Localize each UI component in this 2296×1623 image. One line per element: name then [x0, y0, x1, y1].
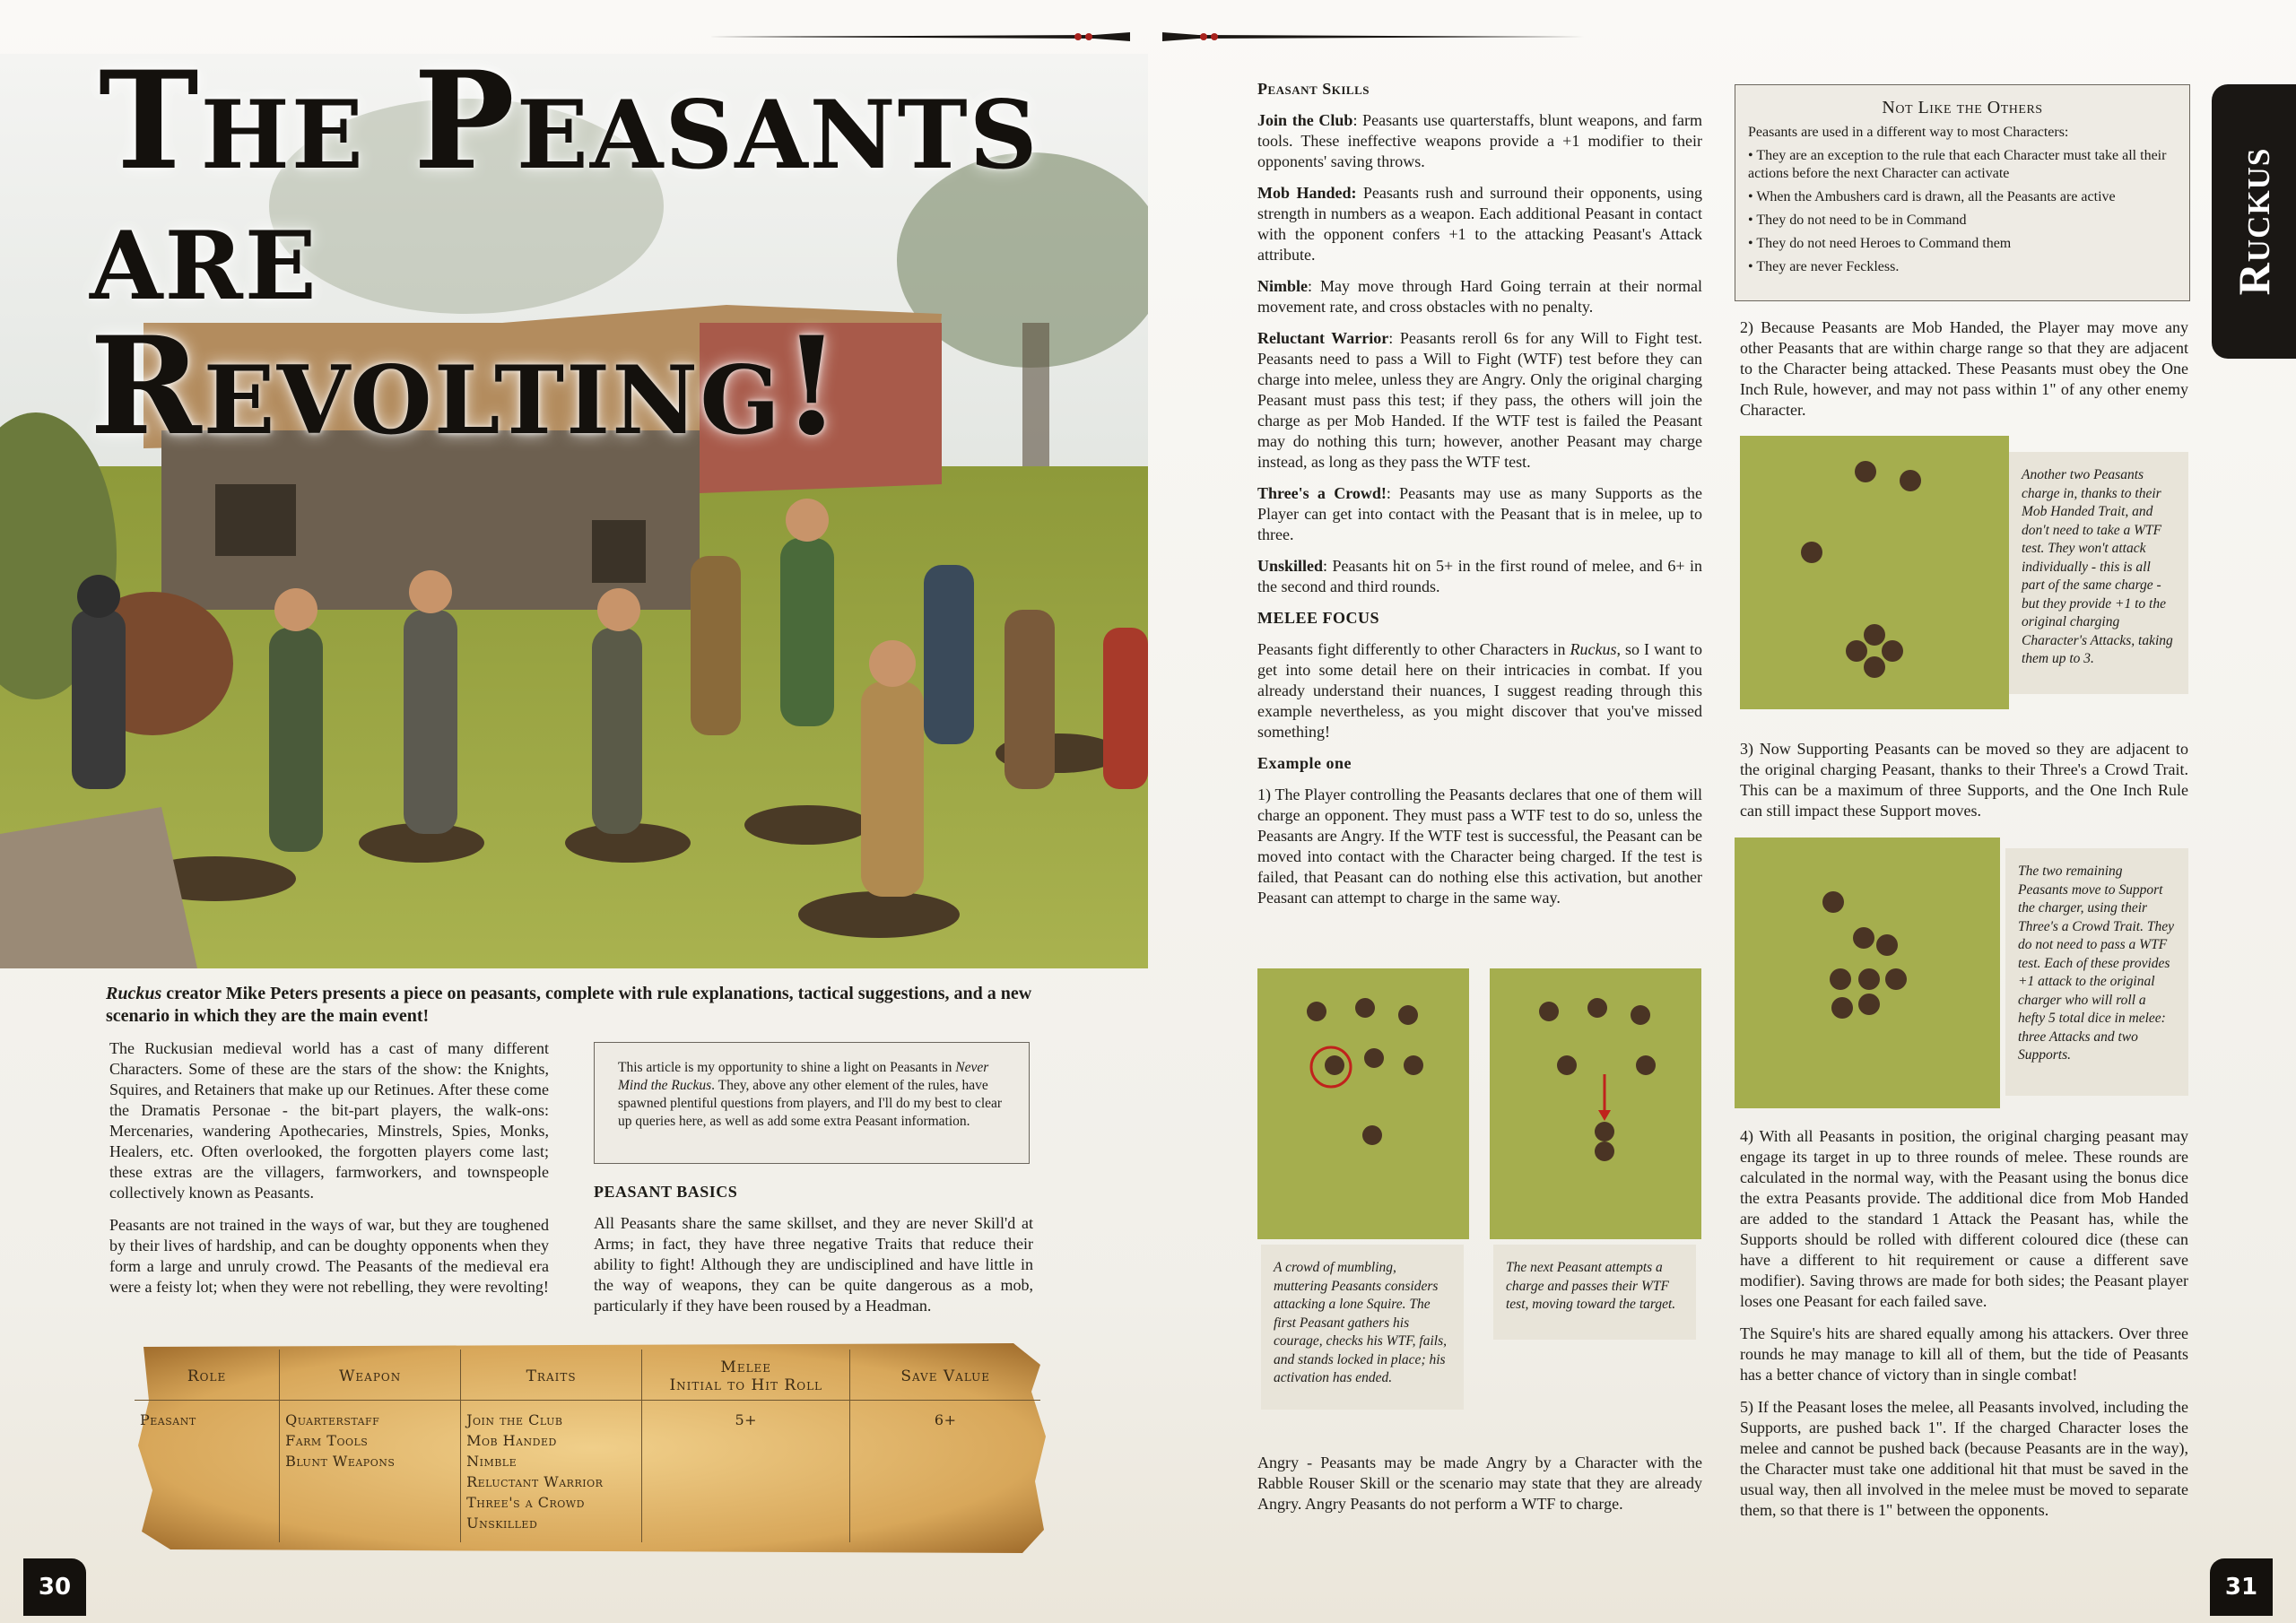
cell-save: 6+ — [934, 1411, 957, 1428]
melee-focus-text — [1257, 639, 1702, 742]
example-steps-column — [1740, 317, 2188, 432]
trait-4: Reluctant Warrior — [466, 1473, 604, 1490]
title-line-2: are Revolting! — [90, 173, 843, 465]
example-steps-lower — [1740, 1126, 2188, 1521]
header-role: Role — [135, 1350, 280, 1401]
page-number-right: 31 — [2210, 1558, 2273, 1616]
peasant-basics-text: All Peasants share the same skillset, and they are never Skill'd at Arms; in fact, they have three negative Traits that reduce their ability to fight! Although they are undisciplined and have little in the way of weapons, they can be quite dangerous as a mob, particularly if they have been roused by a Headman. — [594, 1214, 1033, 1315]
figure-3-photo — [1740, 436, 2009, 709]
box-item-4: • They do not need Heroes to Command them — [1748, 236, 2012, 251]
table-row — [135, 1401, 1040, 1543]
weapon-3: Blunt Weapons — [285, 1453, 396, 1470]
trait-2: Mob Handed — [466, 1432, 557, 1449]
example-step-2: 2) Because Peasants are Mob Handed, the Player may move any other Peasants that are within charge range so that they are adjacent to the Character being attacked. These Peasants must obey the One Inch Rule, however, and may not pass within 1" of any other enemy Character. — [1740, 318, 2188, 419]
skill-name: Three's a Crowd! — [1257, 484, 1387, 502]
header-melee — [642, 1350, 850, 1401]
peasant-skills-heading: Peasant Skills — [1257, 80, 1370, 98]
melee-text-ruckus: Ruckus — [1570, 640, 1617, 658]
figure-1-caption: A crowd of mumbling, muttering Peasants considers attacking a lone Squire. The first Peasant gathers his courage, checks his WTF, fails, and stands locked in place; his activation has ended. — [1261, 1245, 1464, 1410]
header-traits: Traits — [461, 1350, 642, 1401]
melee-focus-heading: MELEE FOCUS — [1257, 609, 1380, 627]
author-sidebar-box — [594, 1042, 1030, 1164]
example-step-3: 3) Now Supporting Peasants can be moved so they are adjacent to the original charging Peasant, thanks to their Three's a Crowd Trait. This can be a maximum of three Supports, and the One Inch Rule can still impact these Support moves. — [1740, 740, 2188, 820]
header-ornament-left — [709, 32, 1130, 38]
title-line-1: The Peasants — [99, 42, 1039, 200]
figure-1-photo — [1257, 968, 1469, 1239]
cell-weapons — [280, 1401, 461, 1543]
weapon-2: Farm Tools — [285, 1432, 369, 1449]
peasant-skills-column — [1257, 79, 1702, 919]
figure-4-photo — [1735, 838, 2000, 1108]
sidebar-book-title: Never Mind the Ruckus — [618, 1060, 989, 1093]
box-item-2: • When the Ambushers card is drawn, all the Peasants are active — [1748, 189, 2116, 204]
skill-text: : Peasants use quarterstaffs, blunt weapons, and farm tools. These ineffective weapons provide a +1 modifier to their opponents' saving throws. — [1257, 111, 1702, 170]
cell-melee: 5+ — [642, 1401, 850, 1543]
angry-note: Angry - Peasants may be made Angry by a Character with the Rabble Rouser Skill or the scenario may state that they are already Angry. Angry Peasants do not perform a WTF to charge. — [1257, 1454, 1702, 1513]
skill-name: Unskilled — [1257, 557, 1324, 575]
figure-4-caption: The two remaining Peasants move to Support the charger, using their Three's a Crowd Trait. They do not need to pass a WTF test. Each of these provides +1 attack to the original charger who will roll a hefty 5 total dice in melee: three Attacks and two Supports. — [2005, 848, 2188, 1096]
cell-role: Peasant — [135, 1401, 280, 1543]
article-title — [90, 42, 1067, 465]
article-lede — [106, 983, 1039, 1028]
box-item-1: • They are an exception to the rule that each Character must take all their actions before the next Character can activate — [1748, 148, 2167, 181]
example-step-5: 5) If the Peasant loses the melee, all Peasants involved, including the Supports, are pushed back 1". If the charged Character loses the melee and cannot be pushed back (because Peasants are in the way), the Character must take one additional hit that must be saved in the usual way, then all involved in the melee must be moved to separate them, so that there is 1" between the opponents. — [1740, 1398, 2188, 1519]
peasant-stat-table — [135, 1350, 1040, 1542]
box-item-5: • They are never Feckless. — [1748, 259, 1900, 274]
not-like-the-others-box — [1735, 84, 2190, 301]
skill-text: Peasants rush and surround their opponents, using strength in numbers as a weapon. Each additional Peasant in contact with the opponent confers +1 to the attacking Peasant's Attack attribute. — [1257, 184, 1702, 264]
intro-column — [109, 1038, 549, 1309]
skill-name: Join the Club — [1257, 111, 1353, 129]
intro-paragraph-1: The Ruckusian medieval world has a cast of many different Characters. Some of these are the stars of the show: the Knights, Squires, and Retainers that make up our Retinues. After these come the Dramatis Personae - the bit-part players, the walk-ons: Mercenaries, wandering Apothecaries, Minstrels, Spies, Monks, Healers, etc. Often overlooked, the forgotten players come last; these extras are the villagers, farmworkers, and townspeople collectively known as Peasants. — [109, 1039, 549, 1202]
figure-2-caption: The next Peasant attempts a charge and passes their WTF test, moving toward the target. — [1493, 1245, 1696, 1340]
box-item-3: • They do not need to be in Command — [1748, 213, 1967, 228]
header-ornament-right — [1162, 32, 1584, 38]
tab-label: Ruckus — [2229, 147, 2279, 296]
header-melee-sub: Initial to Hit Roll — [669, 1376, 823, 1394]
trait-1: Join the Club — [466, 1411, 563, 1428]
skill-name: Reluctant Warrior — [1257, 329, 1389, 347]
peasant-basics-heading: PEASANT BASICS — [594, 1183, 738, 1201]
box-title: Not Like the Others — [1882, 98, 2043, 117]
skill-mob-handed — [1257, 183, 1702, 265]
lede-text: creator Mike Peters presents a piece on peasants, complete with rule explanations, tactical suggestions, and a new scenario in which they are the main event! — [106, 984, 1032, 1026]
ruckus-section-tab — [2212, 84, 2296, 359]
trait-5: Three's a Crowd — [466, 1494, 585, 1511]
example-step-1: 1) The Player controlling the Peasants declares that one of them will charge an opponent. They must pass a WTF test to do so, unless the Peasants are Angry. If the WTF test is successful, the Peasant can be moved into contact with the Character being charged. If the test is failed, that Peasant can do nothing else this activation, but another Peasant can attempt to charge in the same way. — [1257, 785, 1702, 907]
example-step-4: 4) With all Peasants in position, the original charging peasant may engage its target in up to three rounds of melee. These rounds are calculated in the normal way, with the Peasant using the bonus dice the extra Peasants provide. The additional dice from Mob Handed are added to the standard 1 Attack the Peasant has, while the Supports should be rolled with different coloured dice (these can have a different to hit requirement or cause a different save modifier). Saving throws are made for both sides; the Peasant player loses one Peasant for each failed save. — [1740, 1127, 2188, 1310]
skill-name: Mob Handed: — [1257, 184, 1357, 202]
figure-2-photo — [1490, 968, 1701, 1239]
header-weapon: Weapon — [280, 1350, 461, 1401]
skill-reluctant-warrior — [1257, 328, 1702, 473]
skill-unskilled — [1257, 556, 1702, 597]
weapon-1: Quarterstaff — [285, 1411, 380, 1428]
example-step-4b: The Squire's hits are shared equally among his attackers. Over three rounds he may manage to kill all of them, but the tide of Peasants has a better chance of victory than in single combat! — [1740, 1324, 2188, 1384]
skill-text: : Peasants may use as many Supports as the Player can get into contact with the Peasant that is in melee, up to three. — [1257, 484, 1702, 543]
trait-6: Unskilled — [466, 1515, 538, 1532]
table-header-row — [135, 1350, 1040, 1401]
skill-join-the-club — [1257, 110, 1702, 172]
skill-text: : Peasants reroll 6s for any Will to Fight test. Peasants need to pass a Will to Fight (WTF) test before they can charge into melee, unless they are Angry. Only the original charging Peasant must pass this test; if they pass, the others will join the charge as per Mob Handed. If the WTF test is failed the Peasant may do nothing this turn; however, another Peasant may charge instead, as long as they pass the WTF test. — [1257, 329, 1702, 471]
cell-traits — [461, 1401, 642, 1543]
intro-paragraph-2: Peasants are not trained in the ways of war, but they are toughened by their lives of hardship, and can be doughty opponents when they form a large and unruly crowd. The Peasants of the medieval era were a feisty lot; when they were not rebelling, they were revolting! — [109, 1216, 549, 1296]
header-melee-label: Melee — [720, 1358, 772, 1376]
melee-text-post: , so I want to get into some detail here on their intricacies in combat. If you already understand their nuances, I suggest reading through this example nevertheless, as you might discover that you've missed something! — [1257, 640, 1702, 741]
melee-text-pre: Peasants fight differently to other Characters in — [1257, 640, 1570, 658]
sidebar-text-pre: This article is my opportunity to shine a light on Peasants in — [618, 1060, 956, 1075]
skill-nimble — [1257, 276, 1702, 317]
trait-3: Nimble — [466, 1453, 517, 1470]
peasant-basics-column — [594, 1182, 1033, 1328]
skill-text: : Peasants hit on 5+ in the first round of melee, and 6+ in the second and third rounds. — [1257, 557, 1702, 595]
box-intro: Peasants are used in a different way to most Characters: — [1748, 125, 2069, 140]
example-one-heading: Example one — [1257, 754, 1352, 772]
lede-ruckus: Ruckus — [106, 984, 162, 1003]
page-number-left: 30 — [23, 1558, 86, 1616]
sidebar-text-post: . They, above any other element of the rules, have spawned plentiful questions from players, and I'll do my best to clear up queries here, as well as add some extra Peasant information. — [618, 1078, 1003, 1129]
skill-text: : May move through Hard Going terrain at their normal movement rate, and cross obstacles with no penalty. — [1257, 277, 1702, 316]
skill-name: Nimble — [1257, 277, 1308, 295]
skill-threes-a-crowd — [1257, 483, 1702, 545]
figure-3-caption: Another two Peasants charge in, thanks to their Mob Handed Trait, and don't need to take a WTF test. They won't attack individually - this is all part of the same charge - but they provide +1 to the original charging Character's Attacks, taking them up to 3. — [2009, 452, 2188, 694]
header-save: Save Value — [850, 1350, 1040, 1401]
